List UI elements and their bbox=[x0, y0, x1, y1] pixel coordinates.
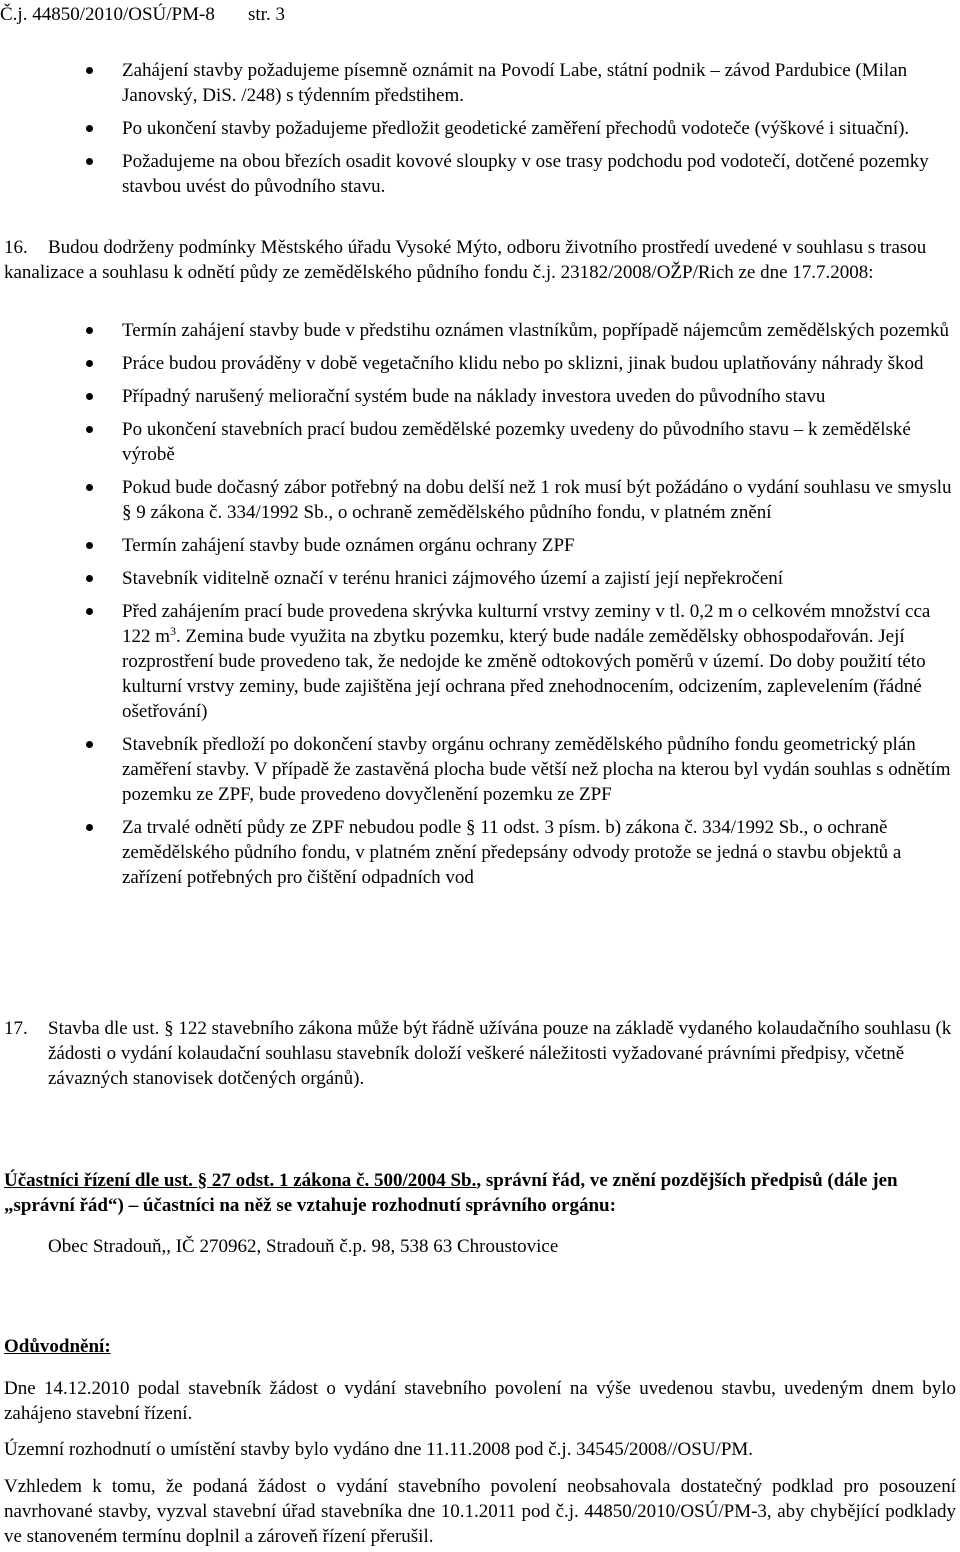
list-item-text: Termín zahájení stavby bude oznámen orgánu ochrany ZPF bbox=[122, 535, 575, 556]
bullet-icon bbox=[86, 608, 93, 615]
reasoning-paragraph: Územní rozhodnutí o umístění stavby bylo vydáno dne 11.11.2008 pod č.j. 34545/2008//OSU/PM. bbox=[4, 1439, 754, 1460]
bullet-icon bbox=[86, 360, 93, 367]
list-item-text: Požadujeme na obou březích osadit kovové sloupky v ose trasy podchodu pod vodotečí, dotčené pozemky stavbou uvést do původního stavu. bbox=[122, 151, 929, 197]
reasoning-paragraph: Vzhledem k tomu, že podaná žádost o vydání stavebního povolení neobsahovala dostatečný podklad pro posouzení navrhované stavby, vyzval stavební úřad stavebníka dne 10.1.2011 pod č.j. 44850/2010/OSÚ/PM-3, aby chybějící podklady ve stanoveném termínu doplnil a zároveň řízení přerušil. bbox=[4, 1476, 956, 1547]
participants-heading-underlined: Účastníci řízení dle ust. § 27 odst. 1 zákona č. 500/2004 Sb. bbox=[4, 1170, 477, 1191]
list-item bbox=[122, 58, 952, 108]
list-item-text-continued: . Zemina bude využita na zbytku pozemku, který bude nadále zemědělsky obhospodařován. Její rozprostření bude provedeno tak, že nedojde ke změně odtokových poměrů v území. Do doby použití této kulturní vrstvy zeminy, bude zajištěna její ochrana před znehodnocením, odcizením, zaplevelením (řádné ošetřování) bbox=[122, 626, 926, 722]
list-item-text: Termín zahájení stavby bude v předstihu oznámen vlastníkům, popřípadě nájemcům zemědělských pozemků bbox=[122, 320, 950, 341]
page-number: str. 3 bbox=[248, 4, 285, 25]
list-item-text: Pokud bude dočasný zábor potřebný na dobu delší než 1 rok musí být požádáno o vydání souhlasu ve smyslu § 9 zákona č. 334/1992 Sb., o ochraně zemědělského půdního fondu, v platném znění bbox=[122, 477, 952, 523]
condition-17 bbox=[4, 1016, 954, 1091]
list-item-text: Po ukončení stavebních prací budou zemědělské pozemky uvedeny do původního stavu – k zemědělské výrobě bbox=[122, 419, 911, 465]
list-item bbox=[122, 116, 952, 141]
list-item-text: Stavebník předloží po dokončení stavby orgánu ochrany zemědělského půdního fondu geometrický plán zaměření stavby. V případě že zastavěná plocha bude větší než plocha na kterou byl vydán souhlas s odnětím pozemku ze ZPF, bude provedeno dovyčlenění pozemku ze ZPF bbox=[122, 734, 951, 805]
list-item bbox=[122, 318, 952, 343]
participant-entry: Obec Stradouň,, IČ 270962, Stradouň č.p. 98, 538 63 Chroustovice bbox=[48, 1236, 559, 1257]
participants-heading bbox=[4, 1168, 954, 1218]
bullet-icon bbox=[86, 327, 93, 334]
list-item bbox=[122, 566, 952, 591]
condition-number: 17. bbox=[4, 1018, 28, 1039]
list-item-text: Po ukončení stavby požadujeme předložit geodetické zaměření přechodů vodoteče (výškové i situační). bbox=[122, 118, 910, 139]
bullet-icon bbox=[86, 484, 93, 491]
conditions-river-list bbox=[122, 58, 952, 207]
bullet-icon bbox=[86, 393, 93, 400]
bullet-icon bbox=[86, 67, 93, 74]
list-item bbox=[122, 417, 952, 467]
list-item bbox=[122, 533, 952, 558]
condition-16 bbox=[4, 235, 954, 285]
bullet-icon bbox=[86, 575, 93, 582]
list-item bbox=[122, 815, 952, 890]
condition-text: Stavba dle ust. § 122 stavebního zákona může být řádně užívána pouze na základě vydaného kolaudačního souhlasu (k žádosti o vydání kolaudační souhlasu stavebník doloží veškeré náležitosti vyžadované právními předpisy, včetně závazných stanovisek dotčených orgánů). bbox=[48, 1018, 952, 1089]
list-item bbox=[122, 384, 952, 409]
bullet-icon bbox=[86, 158, 93, 165]
list-item-text: Práce budou prováděny v době vegetačního klidu nebo po sklizni, jinak budou uplatňovány náhrady škod bbox=[122, 353, 924, 374]
list-item bbox=[122, 351, 952, 376]
condition-text: Budou dodrženy podmínky Městského úřadu Vysoké Mýto, odboru životního prostředí uvedené v souhlasu s trasou kanalizace a souhlasu k odnětí půdy ze zemědělského půdního fondu č.j. 23182/2008/OŽP/Rich ze dne 17.7.2008: bbox=[4, 237, 927, 283]
list-item-text: Zahájení stavby požadujeme písemně oznámit na Povodí Labe, státní podnik – závod Pardubice (Milan Janovský, DiS. /248) s týdenním předstihem. bbox=[122, 60, 908, 106]
condition-number: 16. bbox=[4, 237, 28, 258]
reasoning-paragraph: Dne 14.12.2010 podal stavebník žádost o vydání stavebního povolení na výše uvedenou stavbu, uvedeným dnem bylo zahájeno stavební řízení. bbox=[4, 1378, 956, 1424]
list-item-text: Případný narušený meliorační systém bude na náklady investora uveden do původního stavu bbox=[122, 386, 826, 407]
participants-heading-rest: , správní řád, ve znění pozdějších předpisů (dále jen „správní řád“) – účastníci na něž se vztahuje rozhodnutí správního orgánu: bbox=[4, 1170, 898, 1216]
reference-number: Č.j. 44850/2010/OSÚ/PM-8 bbox=[0, 4, 215, 25]
bullet-icon bbox=[86, 741, 93, 748]
bullet-icon bbox=[86, 125, 93, 132]
conditions-zpf-list bbox=[122, 318, 952, 898]
list-item-text: Za trvalé odnětí půdy ze ZPF nebudou podle § 11 odst. 3 písm. b) zákona č. 334/1992 Sb., o ochraně zemědělského půdního fondu, v platném znění předepsány odvody protože se jedná o stavbu objektů a zařízení potřebných pro čištění odpadních vod bbox=[122, 817, 902, 888]
list-item bbox=[122, 475, 952, 525]
list-item-text: Před zahájením prací bude provedena skrývka kulturní vrstvy zeminy v tl. 0,2 m o celkovém množství cca 122 m bbox=[122, 601, 931, 647]
list-item bbox=[122, 599, 952, 724]
bullet-icon bbox=[86, 426, 93, 433]
bullet-icon bbox=[86, 542, 93, 549]
superscript: 3 bbox=[170, 624, 177, 638]
bullet-icon bbox=[86, 824, 93, 831]
list-item-text: Stavebník viditelně označí v terénu hranici zájmového území a zajistí její nepřekročení bbox=[122, 568, 784, 589]
reasoning-heading: Odůvodnění: bbox=[4, 1336, 111, 1357]
list-item bbox=[122, 732, 952, 807]
list-item bbox=[122, 149, 952, 199]
